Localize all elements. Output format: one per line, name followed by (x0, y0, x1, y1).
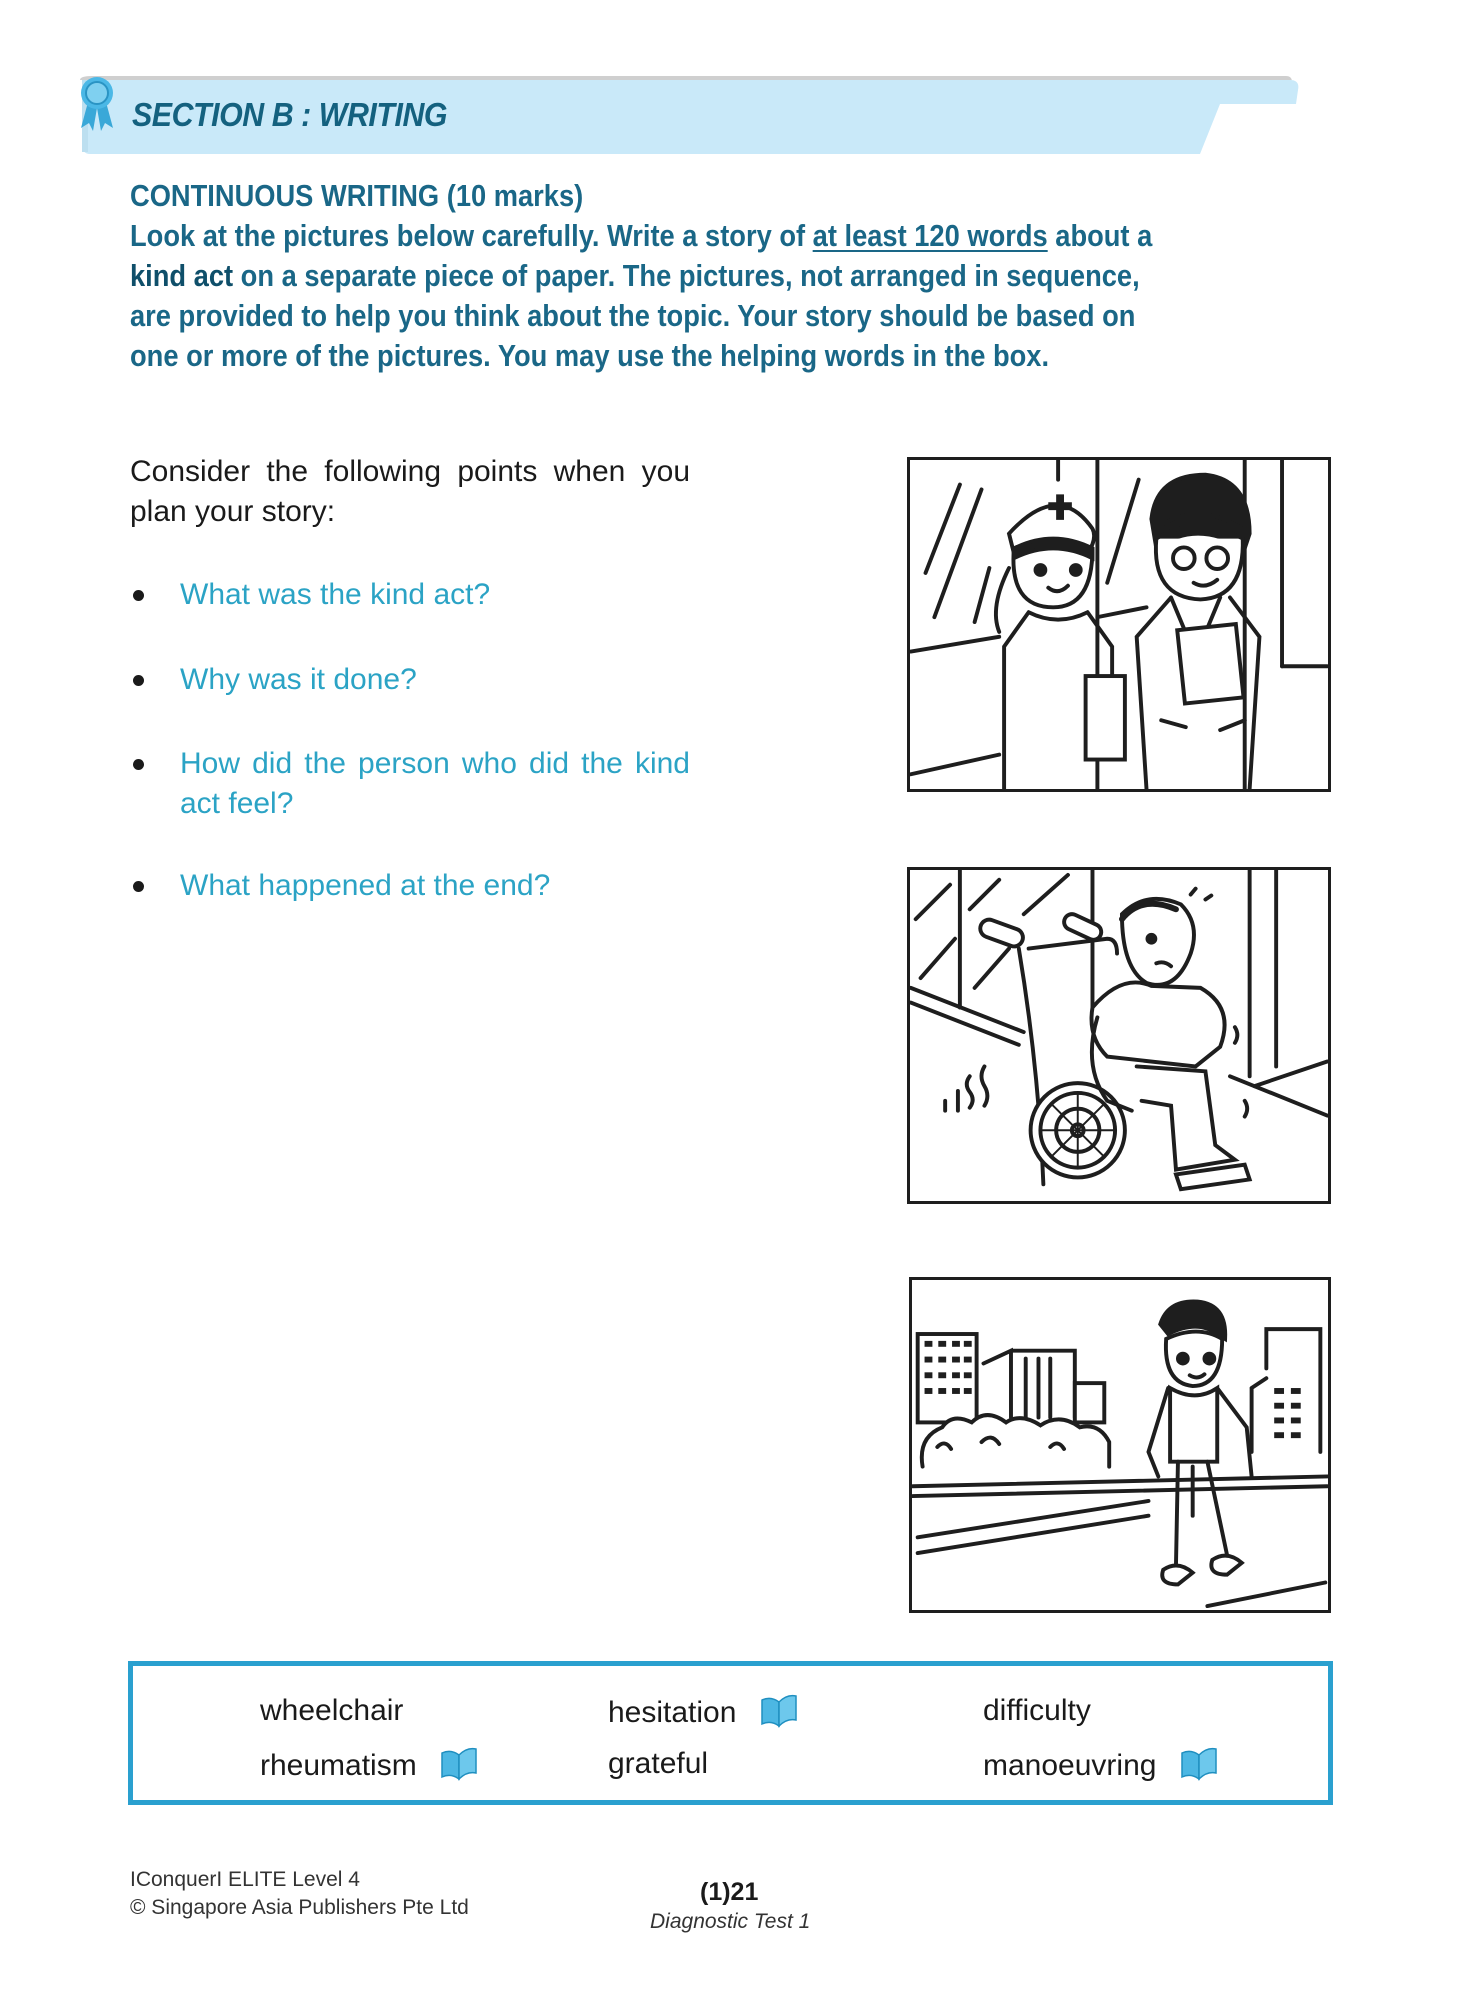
instructions-line-3: are provided to help you think about the topic. Your story should be based on (130, 298, 1136, 333)
nurse-doctor-illustration (910, 460, 1328, 789)
point-text: Why was it done? (180, 663, 417, 696)
point-item (130, 660, 690, 700)
instructions-text: Look at the pictures below carefully. Write a story of (130, 218, 813, 253)
point-item (130, 744, 690, 824)
point-item (130, 866, 690, 906)
instructions-heading: CONTINUOUS WRITING (10 marks) (130, 178, 584, 213)
helping-word-text: difficulty (983, 1694, 1091, 1727)
bullet-icon (133, 759, 144, 770)
helping-word-text: wheelchair (260, 1694, 404, 1727)
point-text: How did the person who did the kind act feel? (180, 747, 690, 820)
helping-word (608, 1747, 708, 1781)
dictionary-book-icon[interactable] (1179, 1747, 1219, 1781)
point-text: What happened at the end? (180, 869, 551, 902)
bullet-icon (133, 590, 144, 601)
helping-words-box (128, 1661, 1333, 1805)
dictionary-book-icon[interactable] (439, 1747, 479, 1781)
section-title: SECTION B : WRITING (132, 96, 448, 133)
helping-word (608, 1694, 799, 1730)
bullet-icon (133, 881, 144, 892)
copyright: © Singapore Asia Publishers Pte Ltd (130, 1896, 469, 1919)
wheelchair-illustration (910, 870, 1328, 1201)
instructions-line-2 (130, 256, 1195, 296)
consider-intro: Consider the following points when you plan your story: (130, 455, 690, 528)
helping-word-text: grateful (608, 1747, 709, 1780)
point-text: What was the kind act? (180, 578, 491, 611)
dictionary-book-icon[interactable] (759, 1694, 799, 1728)
picture-nurse-doctor (907, 457, 1331, 792)
helping-word-text: hesitation (608, 1696, 737, 1729)
section-banner (78, 74, 1300, 158)
instructions-text: about a (1047, 218, 1153, 253)
ribbon-award-icon (78, 74, 116, 132)
instructions-text: on a separate piece of paper. The pictures, not arranged in sequence, (233, 258, 1140, 293)
helping-word (983, 1694, 1091, 1728)
book-title: IConquerI ELITE Level 4 (130, 1868, 360, 1891)
footer-publisher (130, 1866, 469, 1922)
test-name: Diagnostic Test 1 (650, 1910, 811, 1933)
boy-walking-illustration (912, 1280, 1328, 1610)
helping-word (983, 1747, 1219, 1783)
helping-word (260, 1747, 479, 1783)
helping-word (260, 1694, 403, 1728)
page-number: (1)21 (700, 1878, 759, 1906)
point-item (130, 575, 690, 615)
instructions (130, 176, 1340, 376)
picture-wheelchair-man (907, 867, 1331, 1204)
word-count-requirement: at least 120 words (812, 218, 1048, 253)
instructions-line-1 (130, 216, 1195, 256)
bullet-icon (133, 675, 144, 686)
instructions-line-4: one or more of the pictures. You may use the helping words in the box. (130, 338, 1050, 373)
helping-word-text: rheumatism (260, 1749, 417, 1782)
topic-keyword: kind act (130, 258, 234, 293)
picture-boy-walking (909, 1277, 1331, 1613)
helping-word-text: manoeuvring (983, 1749, 1157, 1782)
